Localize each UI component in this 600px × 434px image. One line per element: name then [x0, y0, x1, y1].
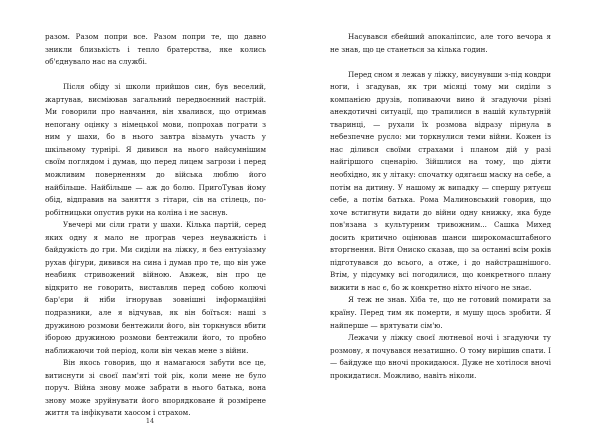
left-paragraph-3: Увечері ми сіли грати у шахи. Кілька партій, серед яких одну я мало не програв через неуважність і байдужість до гри. Ми сиділи на ліжку, я без ентузіазму рухав фігури, дивився на сина і думав про те, що він уже неабияк стривожений війною. Авжеж, він про це відкрито не говорить, виставляв перед собою колючі бар'єри й ніби ігнорував зовнішні інформаційні подразники, але я відчував, як він боїться: наші з дружиною розмови бентежили його, він торкнувся вбити іборою дружиною розмови бентежили його, то пробно наближаючи той період, коли він чекав мене з війни.	[45, 220, 266, 355]
right-paragraph-2: Перед сном я лежав у ліжку, висунувши з-під ковдри ноги, і згадував, як три місяці тому ми сиділи з компанією друзів, попиваючи вино й згадуючи різні анекдотичні ситуації, що трапилися в нашій культурній тваринці, — рухали їх розмова відразу пірнула в небезпечне русло: ми торкнулися теми війни. Кожен із нас ділився своїми страхами і планом дій у разі найгіршого сценарію. Зійшлися на тому, що діяти необхідно, як у літаку: спочатку одягаєш маску на себе, а потім на дитину. У нашому ж випадку — спершу рятуєш себе, а потім батька. Рома Малиновський говорив, що хоче встигнути видати до війни одну книжку, яка буде пов'язана з культурним тривожним... Сашка Михед досить критично оцінював шанси широкомасштабного вторгнення. Вітя Ониско сказав, що за останні всім років підготувався до всього, а отже, і до найстрашнішого. Втім, у підсумку всі погодилися, що конкретного плану вижити в нас є, бо ж конкретно ніхто нічого не знає.	[330, 69, 551, 292]
right-paragraph-1: Насувався єбейший апокаліпсис, але того вечора я не знав, що це станеться за кілька годин.	[330, 32, 551, 54]
right-page	[300, 0, 600, 434]
left-paragraph-1: разом. Разом попри все. Разом попри те, що давно зникли близькість і тепло братерства, яке колись об'єднувало нас на службі.	[45, 32, 266, 67]
right-text-column	[330, 31, 551, 382]
left-paragraph-4: Він якось говорив, що я намагаюся забути все це, витиснути зі своєї пам'яті той рік, коли мене не було поруч. Війна знову може забрати в нього батька, вона знову може зруйнувати його впорядковане й розмірене життя та інфікувати хаосом і страхом.	[45, 358, 266, 418]
right-paragraph-3: Я теж не знав. Хіба те, що не готовий помирати за країну. Перед тим як померти, я мушу щось зробити. Я найперше — врятувати сім'ю.	[330, 295, 551, 330]
page-number: 14	[145, 417, 155, 425]
left-text-column	[45, 31, 266, 420]
left-paragraph-2: Після обіду зі школи прийшов син, був веселий, жартував, висміював загальний передвоєнний настрій. Ми говорили про навчання, він хвалився, що отримав непогану оцінку з німецької мови, попрохав пограти з ним у шахи, бо в нього завтра візьмуть участь у шкільному турнірі. Я дивився на нього найсумнішим своїм поглядом і думав, що перед лицем загрози і перед можливим поверненням до війська люблю його найбільше. Найбільше — аж до болю. ПригоТував йому обід, відправив на заняття з гітари, сів на стілець, по-робітницьки опустив руки на коліна і не заснув.	[45, 82, 266, 217]
right-paragraph-4: Лежачи у ліжку своєї лютневої ночі і згадуючи ту розмову, я почувався незатишно. О тому вирішив спати. І — байдуже що вночі прокидаюся. Дуже не хотілося вночі прокидатися. Можливо, навіть ніколи.	[330, 333, 551, 380]
